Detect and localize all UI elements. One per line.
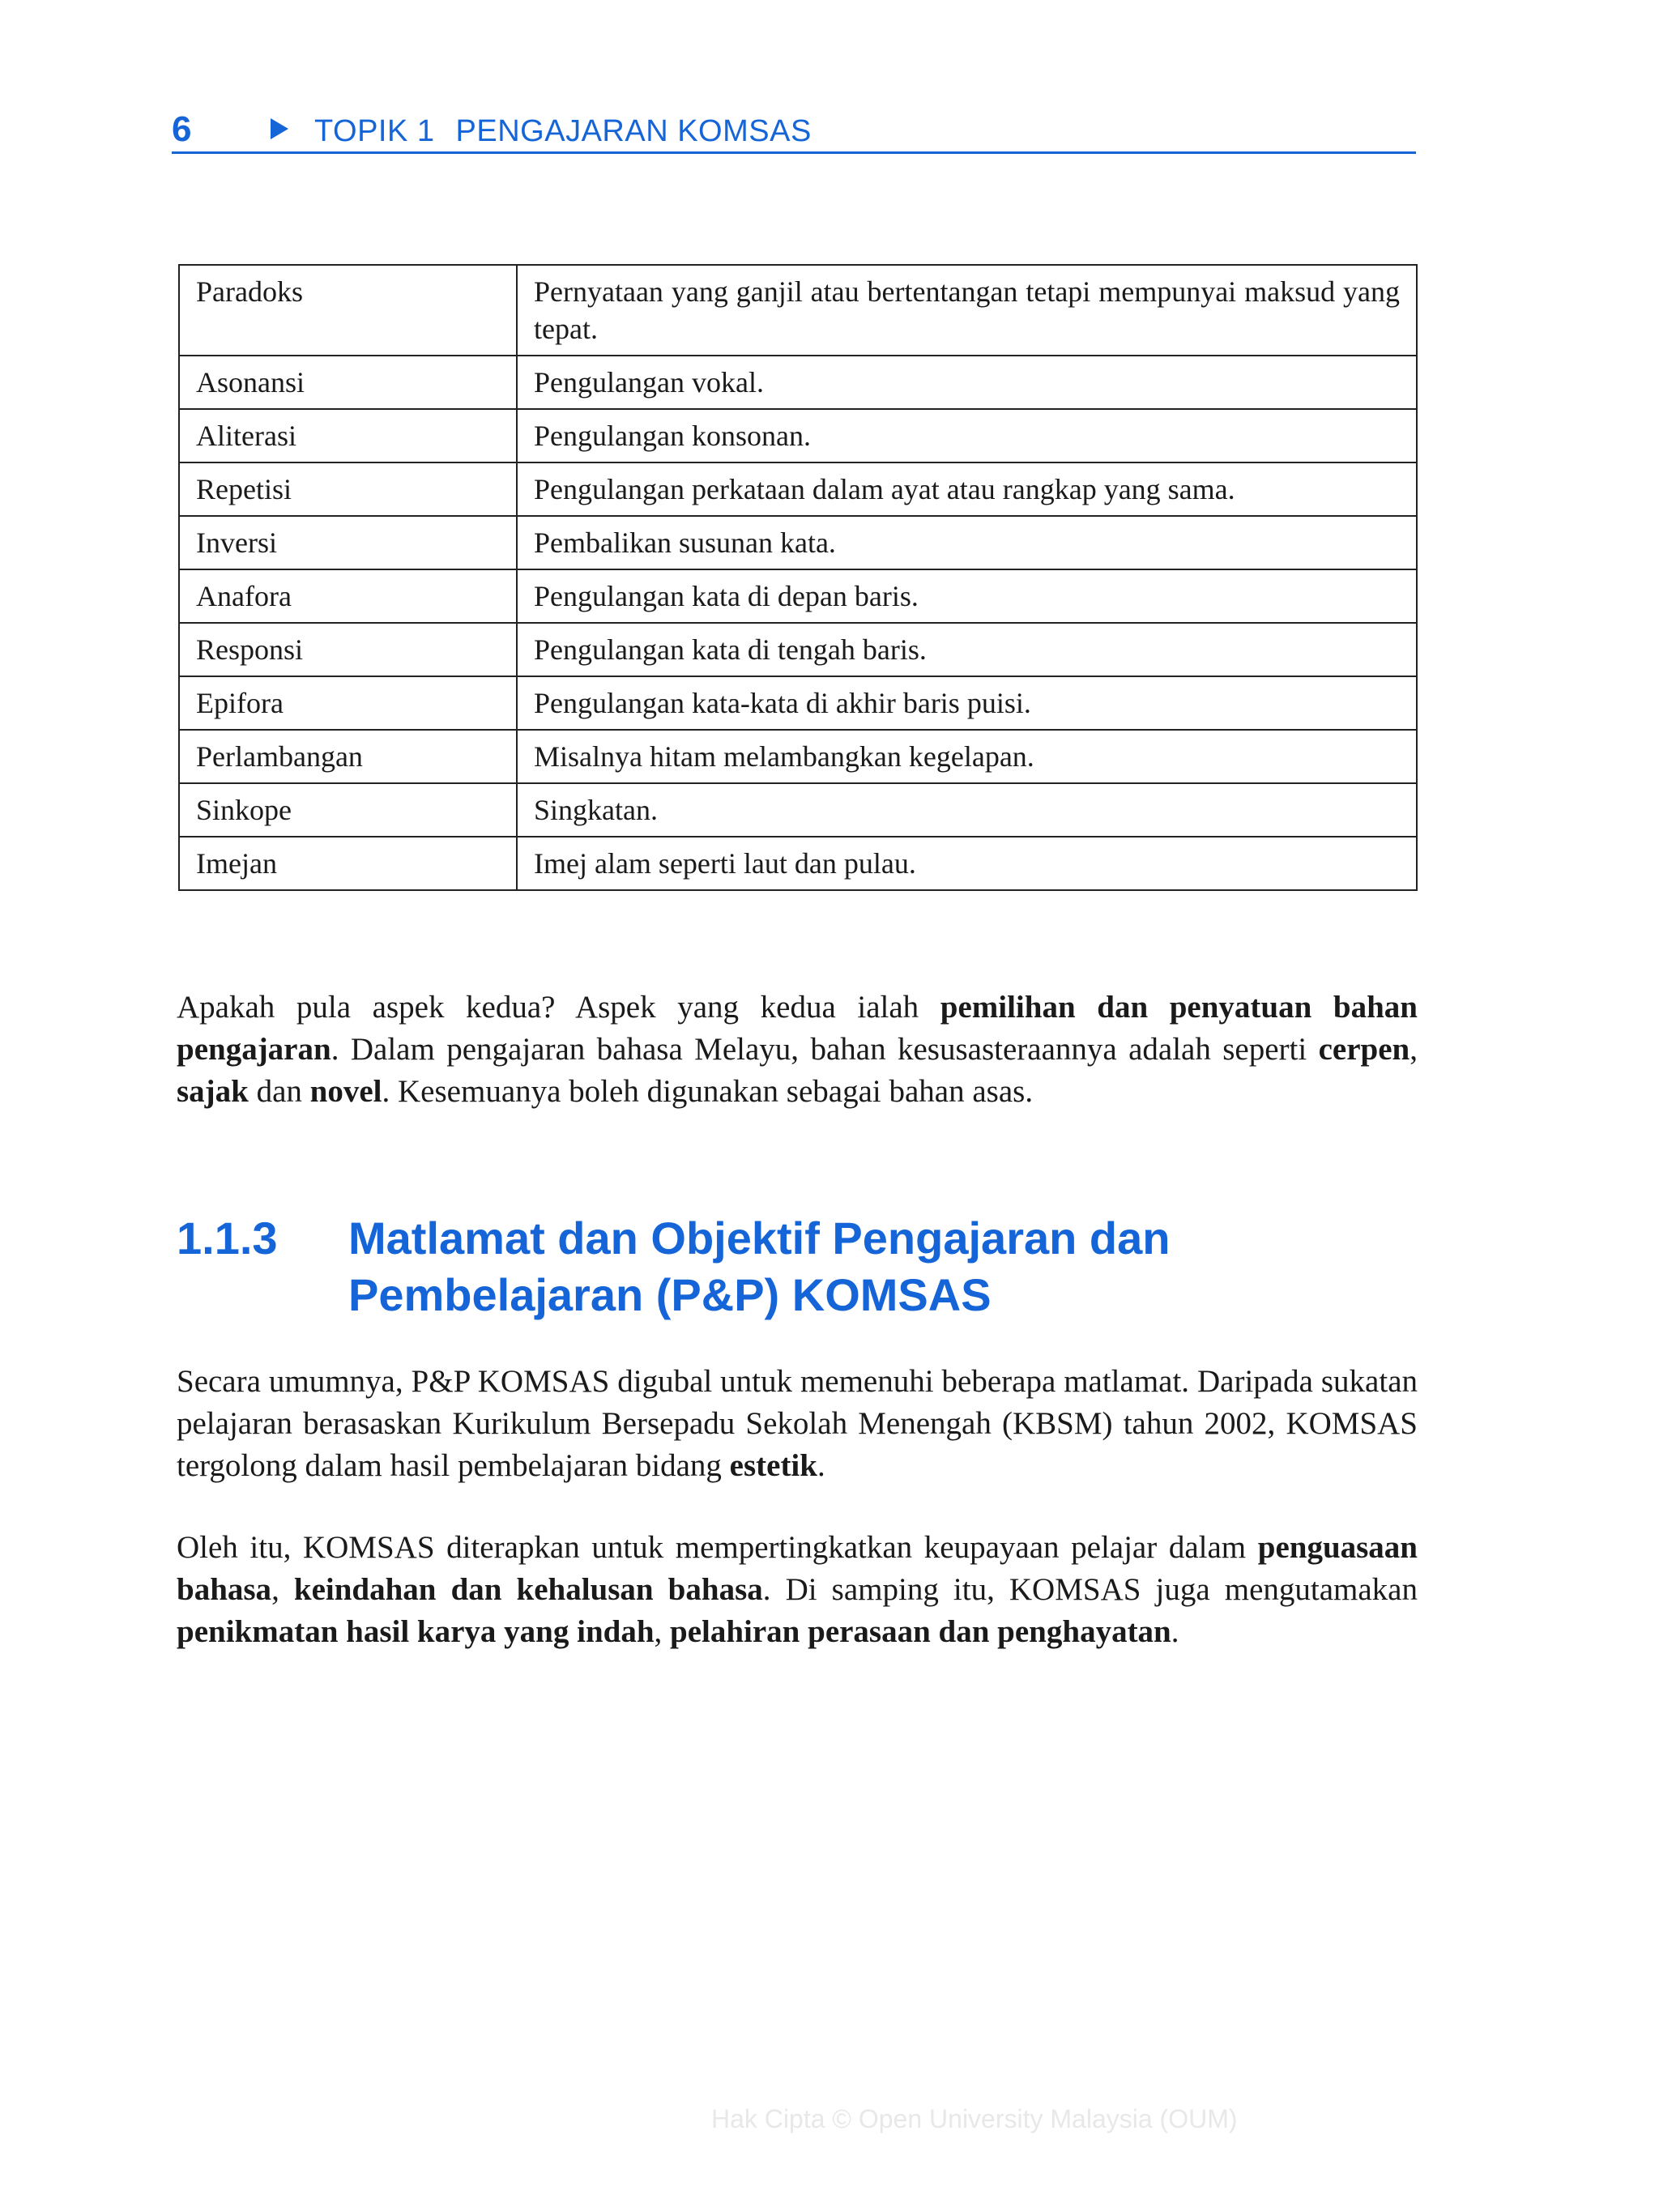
description-cell: Pengulangan vokal. — [517, 356, 1417, 409]
text-run: . Dalam pengajaran bahasa Melayu, bahan kesusasteraannya adalah seperti — [331, 1032, 1319, 1067]
table-row — [179, 569, 1417, 623]
text-run: , — [654, 1614, 671, 1649]
description-cell: Singkatan. — [517, 783, 1417, 837]
triangle-right-icon — [271, 118, 288, 139]
text-run: . Di samping itu, KOMSAS juga mengutamakan — [762, 1572, 1418, 1607]
literary-devices-table — [178, 264, 1418, 891]
bold-term: cerpen — [1318, 1032, 1410, 1067]
description-cell: Pengulangan konsonan. — [517, 409, 1417, 462]
bold-term: sajak — [177, 1074, 249, 1109]
text-run: dan — [248, 1074, 310, 1109]
topic-name: PENGAJARAN KOMSAS — [455, 114, 812, 148]
running-title — [314, 112, 812, 151]
description-cell: Imej alam seperti laut dan pulau. — [517, 837, 1417, 890]
description-cell: Pengulangan kata-kata di akhir baris puisi. — [517, 676, 1417, 730]
page-number: 6 — [172, 109, 192, 149]
term-cell: Imejan — [179, 837, 517, 890]
table-row — [179, 462, 1417, 516]
text-run: , — [1410, 1032, 1418, 1067]
section-number: 1.1.3 — [177, 1213, 278, 1264]
table-row — [179, 730, 1417, 783]
term-cell: Sinkope — [179, 783, 517, 837]
paragraph-matlamat — [177, 1361, 1418, 1487]
copyright-watermark: Hak Cipta © Open University Malaysia (OUM) — [711, 2104, 1238, 2133]
term-cell: Repetisi — [179, 462, 517, 516]
bold-term: estetik — [729, 1448, 817, 1483]
description-cell: Misalnya hitam melambangkan kegelapan. — [517, 730, 1417, 783]
bold-term: penikmatan hasil karya yang indah — [177, 1614, 655, 1649]
description-cell: Pengulangan kata di tengah baris. — [517, 623, 1417, 676]
term-cell: Perlambangan — [179, 730, 517, 783]
bold-term: novel — [309, 1074, 382, 1109]
text-run: . — [1171, 1614, 1179, 1649]
bold-term: keindahan dan kehalusan bahasa — [293, 1572, 763, 1607]
table-row — [179, 356, 1417, 409]
term-cell: Epifora — [179, 676, 517, 730]
text-run: Oleh itu, KOMSAS diterapkan untuk mempertingkatkan keupayaan pelajar dalam — [177, 1530, 1258, 1565]
description-cell: Pembalikan susunan kata. — [517, 516, 1417, 569]
bold-term: penguasaan bahasa — [177, 1530, 1418, 1607]
term-cell: Responsi — [179, 623, 517, 676]
paragraph-objektif — [177, 1527, 1418, 1653]
term-cell: Anafora — [179, 569, 517, 623]
term-cell: Aliterasi — [179, 409, 517, 462]
topic-label: TOPIK 1 — [314, 114, 435, 148]
table-row — [179, 265, 1417, 356]
term-cell: Paradoks — [179, 265, 517, 356]
table-row — [179, 676, 1417, 730]
table-row — [179, 783, 1417, 837]
description-cell: Pernyataan yang ganjil atau bertentangan tetapi mempunyai maksud yang tepat. — [517, 265, 1417, 356]
paragraph-aspek-kedua — [177, 987, 1418, 1113]
page-header — [172, 107, 1416, 154]
text-run: , — [271, 1572, 294, 1607]
term-cell: Inversi — [179, 516, 517, 569]
table-row — [179, 837, 1417, 890]
section-title: Matlamat dan Objektif Pengajaran dan Pembelajaran (P&P) KOMSAS — [348, 1213, 1171, 1320]
text-run: Apakah pula aspek kedua? Aspek yang kedua ialah — [177, 990, 940, 1025]
table-row — [179, 516, 1417, 569]
text-run: Secara umumnya, P&P KOMSAS digubal untuk memenuhi beberapa matlamat. Daripada sukatan pelajaran berasaskan Kurikulum Bersepadu Sekolah Menengah (KBSM) tahun 2002, KOMSAS tergolong dalam hasil pembelajaran bidang — [177, 1364, 1418, 1483]
table-row — [179, 623, 1417, 676]
text-run: . Kesemuanya boleh digunakan sebagai bahan asas. — [382, 1074, 1034, 1109]
description-cell: Pengulangan perkataan dalam ayat atau rangkap yang sama. — [517, 462, 1417, 516]
text-run: . — [817, 1448, 825, 1483]
bold-term: pemilihan dan penyatuan bahan pengajaran — [177, 990, 1418, 1067]
table-row — [179, 409, 1417, 462]
bold-term: pelahiran perasaan dan penghayatan — [670, 1614, 1171, 1649]
description-cell: Pengulangan kata di depan baris. — [517, 569, 1417, 623]
term-cell: Asonansi — [179, 356, 517, 409]
